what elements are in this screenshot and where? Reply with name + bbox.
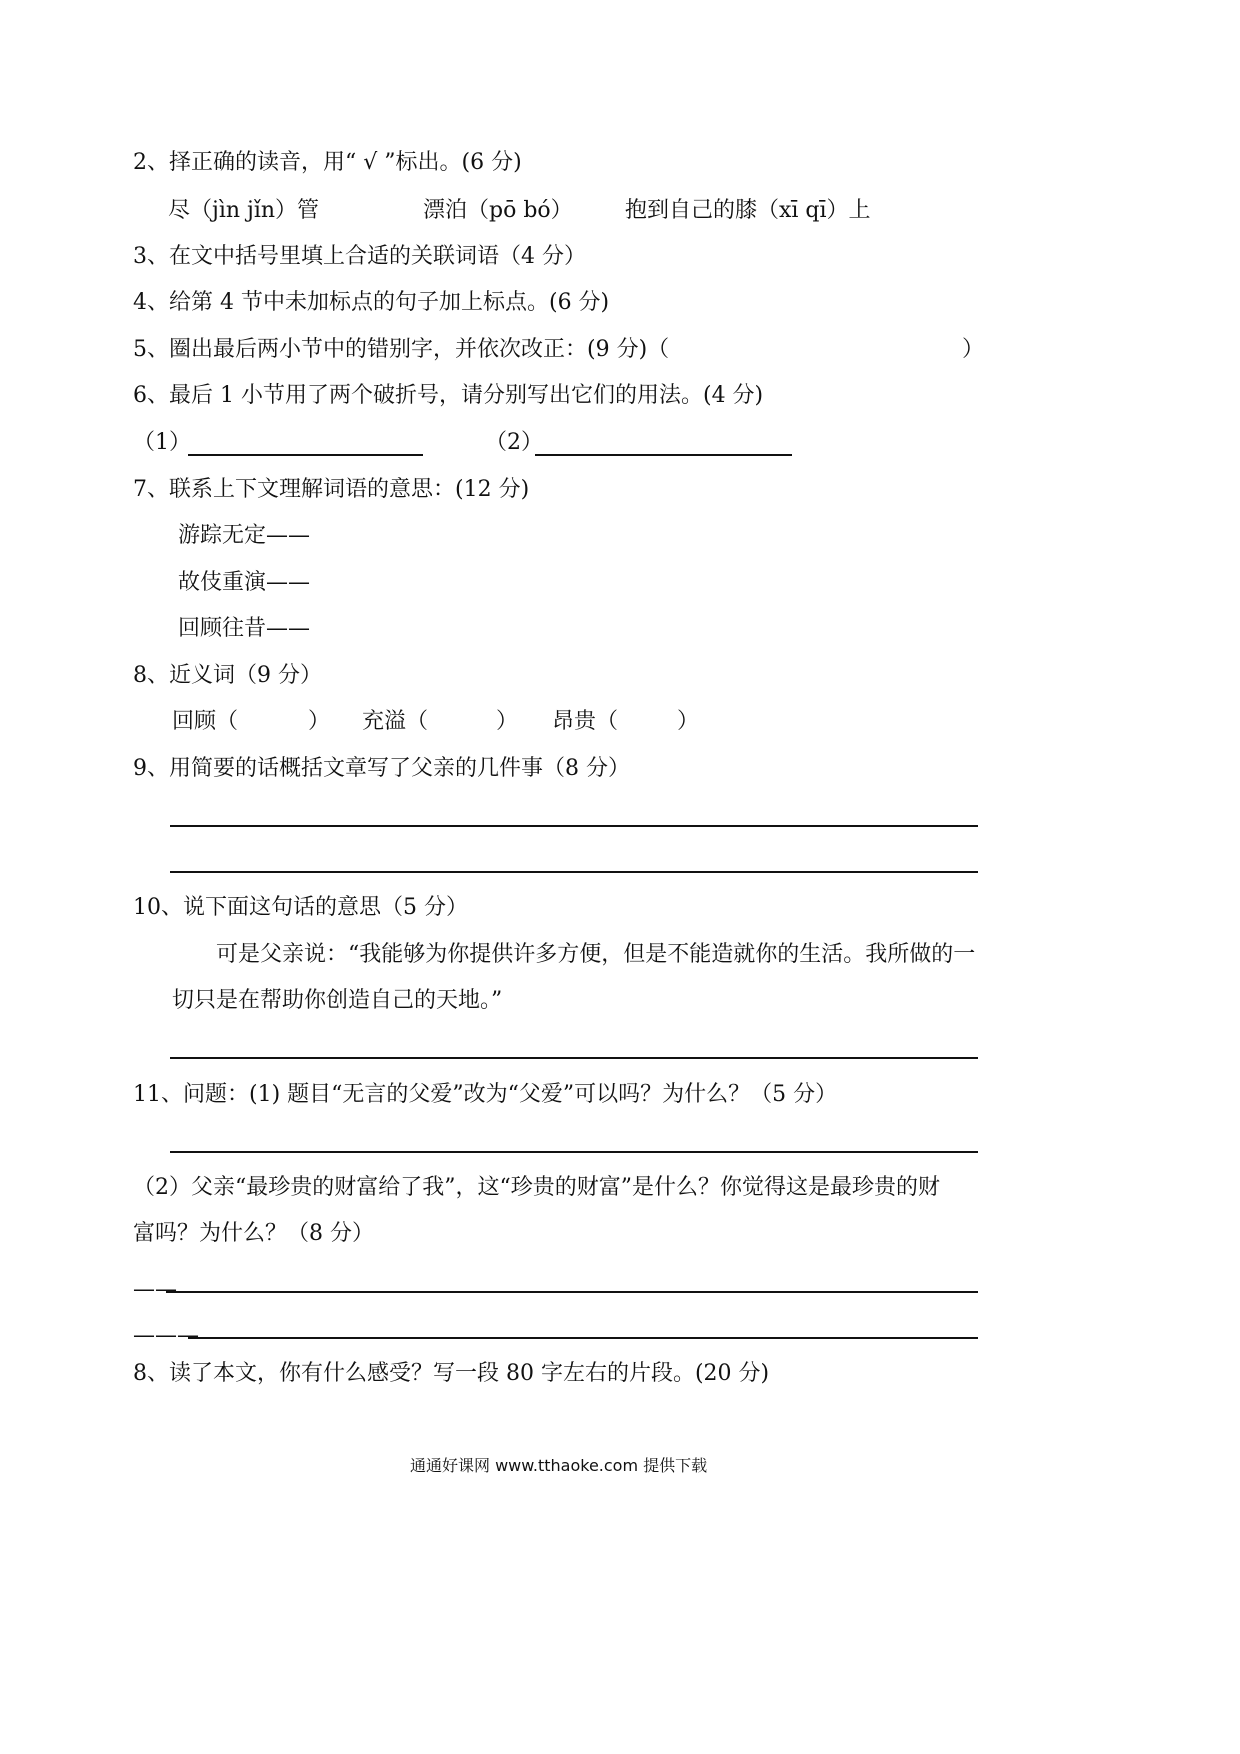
q7-title: 7、联系上下文理解词语的意思：(12 分): [133, 477, 530, 502]
q4-text: 4、给第 4 节中未加标点的句子加上标点。(6 分): [133, 290, 610, 315]
q8-item-3: 昂贵（: [552, 709, 619, 734]
q2-item-2: 漂泊（pō bó）: [423, 198, 573, 223]
q8-item-1-close: ）: [308, 709, 331, 734]
q6-answer-line-1[interactable]: [188, 454, 423, 456]
q8-title: 8、近义词（9 分）: [133, 663, 322, 688]
q11-answer-line-3[interactable]: [188, 1337, 978, 1339]
q6-answer-line-2[interactable]: [535, 454, 792, 456]
q8-item-2: 充溢（: [362, 709, 429, 734]
q-last-text: 8、读了本文，你有什么感受？写一段 80 字左右的片段。(20 分): [133, 1361, 770, 1386]
q5-text: 5、圈出最后两小节中的错别字，并依次改正：(9 分)（: [133, 337, 670, 362]
q10-quote-line-1: 可是父亲说：“我能够为你提供许多方便，但是不能造就你的生活。我所做的一: [216, 942, 976, 967]
q2-item-3: 抱到自己的膝（xī qī）上: [625, 198, 871, 223]
q8-item-2-close: ）: [496, 709, 519, 734]
q3-text: 3、在文中括号里填上合适的关联词语（4 分）: [133, 244, 586, 269]
q2-title: 2、择正确的读音，用“ √ ”标出。(6 分): [133, 150, 522, 175]
q11-dash-2: ———: [133, 1323, 199, 1348]
q7-item-3: 回顾往昔——: [178, 616, 311, 641]
q11-part2-line-1: （2）父亲“最珍贵的财富给了我”，这“珍贵的财富”是什么？你觉得这是最珍贵的财: [133, 1175, 940, 1200]
page-footer: 通通好课网 www.tthaoke.com 提供下载: [410, 1456, 708, 1475]
q6-label-1: （1）: [133, 430, 191, 455]
q10-quote-line-2: 切只是在帮助你创造自己的天地。”: [172, 988, 503, 1013]
q10-answer-line[interactable]: [170, 1057, 978, 1059]
q2-item-1: 尽（jìn jǐn）管: [168, 198, 320, 223]
q9-answer-line-1[interactable]: [170, 825, 978, 827]
q7-item-1: 游踪无定——: [178, 523, 311, 548]
q11-part2-line-2: 富吗？为什么？（8 分）: [133, 1221, 374, 1246]
q7-item-2: 故伎重演——: [178, 570, 311, 595]
q11-title: 11、问题：(1) 题目“无言的父爱”改为“父爱”可以吗？为什么？（5 分）: [133, 1082, 838, 1107]
q10-title: 10、说下面这句话的意思（5 分）: [133, 895, 468, 920]
q8-item-1: 回顾（: [172, 709, 239, 734]
q9-text: 9、用简要的话概括文章写了父亲的几件事（8 分）: [133, 756, 630, 781]
q5-close-paren: ）: [962, 337, 985, 362]
q6-title: 6、最后 1 小节用了两个破折号，请分别写出它们的用法。(4 分): [133, 383, 764, 408]
q11-answer-line-1[interactable]: [170, 1151, 978, 1153]
q11-dash-1: ——: [133, 1277, 177, 1302]
q9-answer-line-2[interactable]: [170, 871, 978, 873]
q8-item-3-close: ）: [677, 709, 700, 734]
q6-label-2: （2）: [485, 430, 543, 455]
q11-answer-line-2[interactable]: [166, 1291, 978, 1293]
